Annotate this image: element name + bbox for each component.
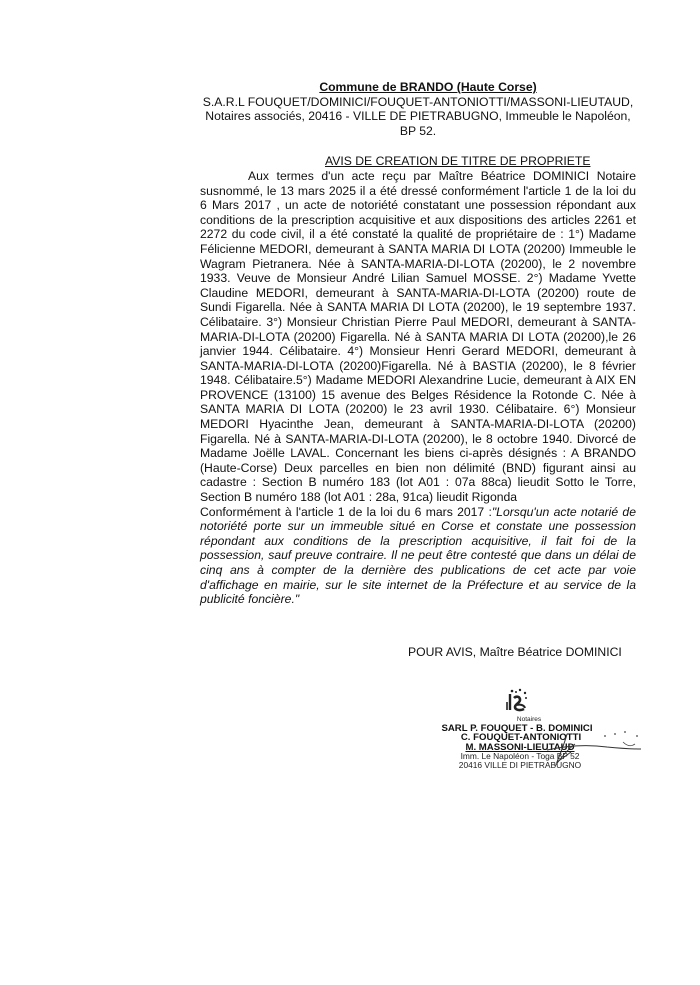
stamp-line-2: C. FOUQUET-ANTONIOTTI — [460, 732, 582, 744]
article-intro: Conformément à l'article 1 de la loi du 6 mars 2017 : — [200, 504, 492, 519]
notice-body: Aux termes d'un acte reçu par Maître Béatrice DOMINICI Notaire susnommé, le 13 mars 2025 il a été dressé conformément l'article 1 de la loi du 6 Mars 2017 , un acte de notoriété constatant une possession répondant aux conditions de la prescription acquisitive et aux dispositions des articles 2261 et 2272 du code civil, il a été constaté la qualité de propriétaire de : 1°) Madame Félicienne MEDORI, demeurant à SANTA MARIA DI LOTA (20200) Immeuble le Wagram Pietranera. Née à SANTA-MARIA-DI-LOTA (20200), le 2 novembre 1933. Veuve de Monsieur André Lilian Samuel MOSSE. 2°) Madame Yvette Claudine MEDORI, demeurant à SANTA-MARIA-DI-LOTA (20200) route de Sundi Figarella. Née à SANTA MARIA DI LOTA (20200), le 19 septembre 1937. Célibataire. 3°) Monsieur Christian Pierre Paul MEDORI, demeurant à SANTA-MARIA-DI-LOTA (20200) Figarella. Né à SANTA MARIA DI LOTA (20200),le 26 janvier 1944. Célibataire. 4°) Monsieur Henri Gerard MEDORI, demeurant à SANTA-MARIA-DI-LOTA (20200)Figarella. Né à BASTIA (20200), le 8 février 1948. Célibataire.5°) Madame MEDORI Alexandrine Lucie, demeurant à AIX EN PROVENCE (13100) 15 avenue des Belges Résidence la Rotonde C. Née à SANTA MARIA DI LOTA (20200) le 23 avril 1930. Célibataire. 6°) Monsieur MEDORI Hyacinthe Jean, demeurant à SANTA-MARIA-DI-LOTA (20200) Figarella. Né à SANTA-MARIA-DI-LOTA (20200), le 8 octobre 1940. Divorcé de Madame Joëlle LAVAL. Concernant les biens ci-après désignés : A BRANDO (Haute-Corse) Deux parcelles en bien non délimité (BND) figurant ainsi au cadastre : Section B numéro 183 (lot A01 : 07a 88ca) lieudit Sotto le Torre, Section B numéro 188 (lot A01 : 28a, 91ca) lieudit Rigonda — [200, 168, 636, 505]
notaires-logo-icon — [498, 688, 538, 716]
notice-title: AVIS DE CREATION DE TITRE DE PROPRIETE — [325, 154, 591, 169]
notice-document — [200, 80, 636, 607]
pour-avis-signoff: POUR AVIS, Maître Béatrice DOMINICI — [408, 645, 622, 659]
article-citation — [200, 505, 636, 607]
stamp-notaires-label: Notaires — [516, 716, 542, 723]
handwritten-signature-icon — [545, 722, 645, 772]
commune-heading: Commune de BRANDO (Haute Corse) — [319, 80, 537, 94]
article-quote: "Lorsqu'un acte notarié de notoriété porte sur un immeuble situé en Corse et constate une possession répondant aux conditions de la prescription acquisitive, il fait foi de la possession, sauf preuve contraire. Il ne peut être contesté que dans un délai de cinq ans à compter de la dernière des publications de cet acte par voie d'affichage en mairie, sur le site internet de la Préfecture et au service de la publicité foncière." — [200, 504, 636, 607]
stamp-line-4: Imm. Le Napoléon - Toga BP 52 — [460, 751, 580, 762]
stamp-line-3: M. MASSONI-LIEUTAUD — [465, 741, 575, 753]
notary-firm-address: S.A.R.L FOUQUET/DOMINICI/FOUQUET-ANTONIOTTI/MASSONI-LIEUTAUD, Notaires associés, 20416 - VILLE DE PIETRABUGNO, Immeuble le Napoléon, BP 52. — [202, 94, 634, 138]
stamp-line-5: 20416 VILLE DI PIETRABUGNO — [458, 759, 582, 770]
stamp-line-1: SARL P. FOUQUET - B. DOMINICI — [441, 723, 593, 734]
